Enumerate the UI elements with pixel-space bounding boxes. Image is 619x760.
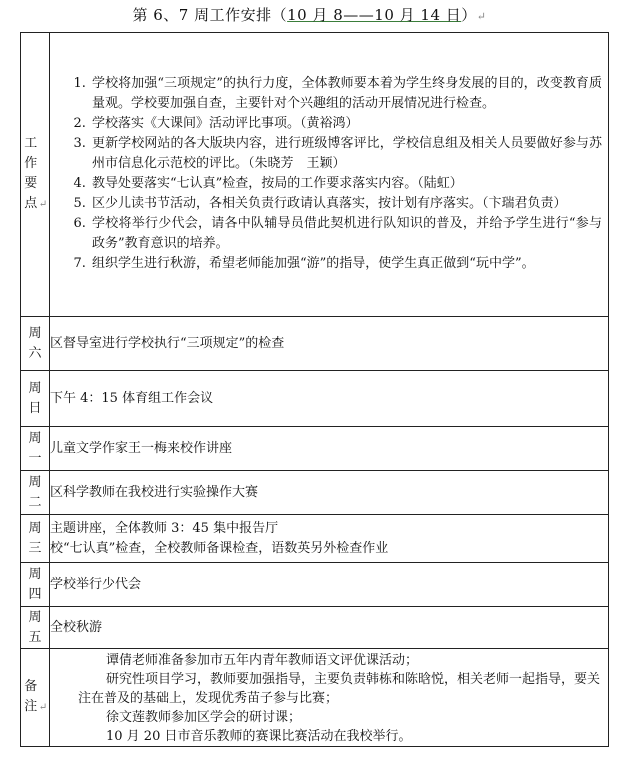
day-label: 周一 — [21, 427, 50, 471]
day-label: 周五 — [21, 607, 50, 649]
key-points-cell — [50, 33, 609, 317]
day-row-sunday — [21, 371, 609, 427]
key-point-item: 4. 教导处要落实“七认真”检查，按局的工作要求落实内容。（陆虹） — [90, 174, 602, 194]
day-row-saturday — [21, 317, 609, 371]
key-point-item: 2. 学校落实《大课间》活动评比事项。（黄裕鸿） — [90, 114, 602, 134]
paragraph-mark: ↵ — [476, 10, 487, 23]
day-content: 区督导室进行学校执行“三项规定”的检查 — [50, 317, 609, 371]
key-point-item: 3. 更新学校网站的各大版块内容，进行班级博客评比，学校信息组及相关人员要做好参与苏州市信息化示范校的评比。（朱晓芳 王颖） — [90, 134, 602, 174]
title-suffix: ） — [461, 6, 477, 24]
day-content: 全校秋游 — [50, 607, 609, 649]
note-line: 10 月 20 日市音乐教师的赛课比赛活动在我校举行。 — [106, 729, 412, 744]
day-row-friday — [21, 607, 609, 649]
day-row-tuesday — [21, 471, 609, 515]
key-point-item: 6. 学校将举行少代会，请各中队辅导员借此契机进行队知识的普及，并给予学生进行“参与政务”教育意识的培养。 — [90, 214, 602, 254]
day-row-thursday — [21, 563, 609, 607]
key-points-list — [50, 72, 608, 278]
document-title — [0, 4, 619, 25]
key-point-item: 7. 组织学生进行秋游，希望老师能加强“游”的指导，使学生真正做到“玩中学”。 — [90, 254, 602, 274]
key-point-item: 5. 区少儿读书节活动，各相关负责行政请认真落实，按计划有序落实。（卞瑞君负责） — [90, 194, 602, 214]
day-row-wednesday — [21, 515, 609, 563]
day-content: 学校举行少代会 — [50, 563, 609, 607]
day-label: 周四 — [21, 563, 50, 607]
day-label: 周二 — [21, 471, 50, 515]
day-content: 儿童文学作家王一梅来校作讲座 — [50, 427, 609, 471]
day-line: 校“七认真”检查，全校教师备课检查，语数英另外检查作业 — [50, 540, 389, 556]
note-line: 徐文莲教师参加区学会的研讨课； — [106, 710, 302, 725]
key-point-item: 1. 学校将加强“三项规定”的执行力度，全体教师要本着为学生终身发展的目的，改变教育质量观。学校要加强自查，主要针对个兴趣组的活动开展情况进行检查。 — [90, 74, 602, 114]
day-content: 下午 4：15 体育组工作会议 — [50, 371, 609, 427]
day-line: 主题讲座，全体教师 3：45 集中报告厅 — [50, 520, 279, 536]
day-row-monday — [21, 427, 609, 471]
day-content — [50, 515, 609, 563]
notes-cell — [50, 649, 609, 747]
key-points-row — [21, 33, 609, 317]
day-content: 区科学教师在我校进行实验操作大赛 — [50, 471, 609, 515]
notes-row — [21, 649, 609, 747]
note-line: 谭倩老师准备参加市五年内青年教师语文评优课活动； — [106, 653, 419, 668]
day-label: 周日 — [21, 371, 50, 427]
title-dates: 10 月 8——10 月 14 日 — [287, 6, 462, 24]
day-label: 周三 — [21, 515, 50, 563]
day-label: 周六 — [21, 317, 50, 371]
notes-label: 备注 ↵ — [21, 649, 50, 747]
key-points-label: 工作要点 ↵ — [21, 33, 50, 317]
title-prefix: 第 6、7 周工作安排（ — [132, 6, 288, 24]
schedule-table — [20, 32, 609, 747]
note-line: 研究性项目学习，教师要加强指导，主要负责韩栋和陈晗悦，相关老师一起指导，要关注在普及的基础上，发现优秀苗子参与比赛； — [78, 672, 601, 706]
